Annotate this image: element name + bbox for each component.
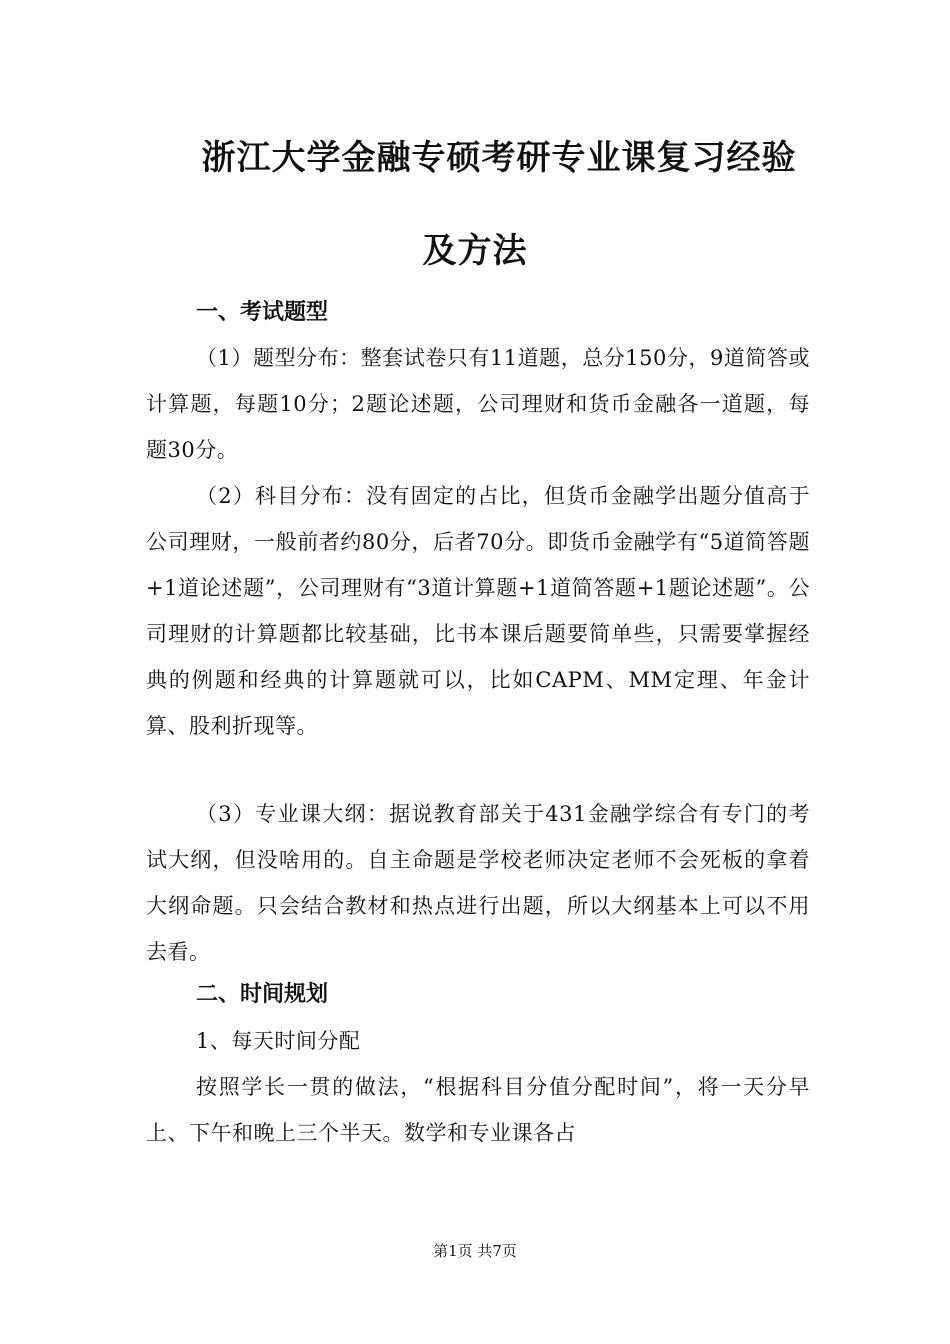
section-heading-exam-types: 一、考试题型 [196,300,329,325]
document-title-line-1: 浙江大学金融专硕考研专业课复习经验 [201,138,797,178]
document-title-line-2: 及方法 [422,231,528,271]
section-heading-time-planning: 二、时间规划 [196,982,329,1007]
paragraph-subject-distribution: （2）科目分布：没有固定的占比，但货币金融学出题分值高于公司理财，一般前者约80分，后者70分。即货币金融学有“5道简答题+1道论述题”，公司理财有“3道计算题+1道简答题+1题论述题”。公司理财的计算题都比较基础，比书本课后题要简单些，只需要掌握经典的例题和经典的计算题就可以，比如CAPM、MM定理、年金计算、股利折现等。 [146,484,810,738]
paragraph-question-distribution: （1）题型分布：整套试卷只有11道题，总分150分，9道简答或计算题，每题10分；2题论述题，公司理财和货币金融各一道题，每题30分。 [146,346,810,462]
page-footer: 第1页 共7页 [433,1242,517,1260]
paragraph-syllabus: （3）专业课大纲：据说教育部关于431金融学综合有专门的考试大纲，但没啥用的。自主命题是学校老师决定老师不会死板的拿着大纲命题。只会结合教材和热点进行出题，所以大纲基本上可以不用去看。 [146,802,810,964]
paragraph-time-allocation: 按照学长一贯的做法，“根据科目分值分配时间”，将一天分早上、下午和晚上三个半天。数学和专业课各占 [146,1075,810,1145]
subheading-daily-time: 1、每天时间分配 [196,1029,361,1053]
